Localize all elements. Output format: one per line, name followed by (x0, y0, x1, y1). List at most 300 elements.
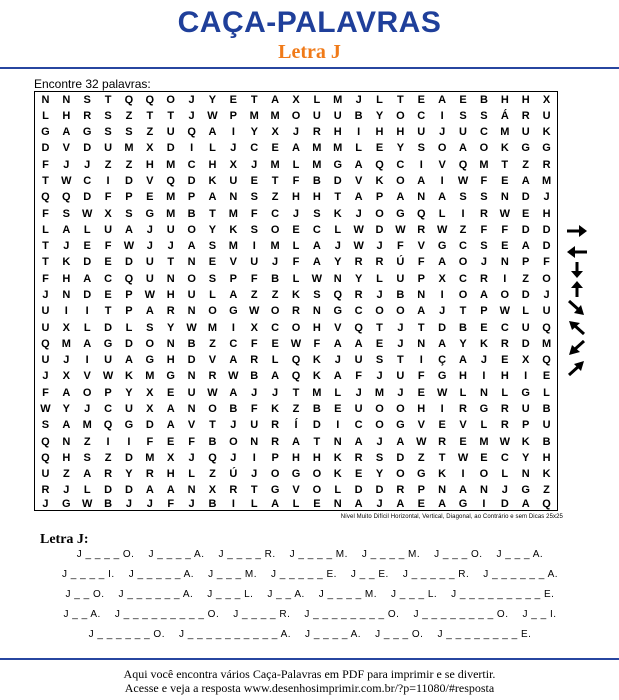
difficulty-note: Nível Muito Difícil Horizontal, Vertical, Diagonal, ao Contrário e sem Dicas 25x25 (340, 514, 563, 520)
grid-cell: E (501, 240, 509, 253)
grid-cell: Ú (396, 256, 405, 269)
grid-cell: M (541, 175, 552, 188)
grid-cell: L (250, 498, 258, 510)
grid-cell: Z (522, 158, 530, 171)
grid-cell: I (64, 305, 68, 318)
grid-cell: D (396, 451, 405, 464)
grid-cell: I (419, 354, 423, 367)
grid-cell: D (187, 354, 196, 367)
grid-cell: J (230, 419, 237, 432)
clue-word: J _ _ _ _ _ A. (128, 569, 195, 580)
grid-cell: N (500, 256, 509, 269)
grid-cell: F (480, 223, 488, 236)
grid-cell: U (104, 223, 113, 236)
grid-cell: G (333, 305, 343, 318)
grid-cell: U (312, 109, 321, 122)
grid-cell: L (522, 305, 530, 318)
grid-cell: U (104, 354, 113, 367)
grid-cell: Z (104, 158, 112, 171)
grid-cell: H (62, 451, 71, 464)
grid-cell: O (166, 93, 175, 106)
grid-cell: C (396, 158, 405, 171)
grid-cell: L (501, 468, 509, 481)
grid-cell: Y (167, 321, 175, 334)
grid-cell: V (417, 240, 425, 253)
grid-cell: K (438, 468, 447, 481)
grid-cell: J (355, 207, 362, 220)
grid-cell: M (333, 93, 343, 106)
grid-cell: I (336, 419, 340, 432)
grid-cell: N (417, 337, 426, 350)
grid-cell: R (500, 337, 509, 350)
grid-cell: N (417, 191, 426, 204)
grid-cell: K (521, 435, 530, 448)
grid-cell: J (146, 223, 153, 236)
grid-cell: U (459, 126, 467, 139)
grid-cell: I (357, 126, 361, 139)
grid-cell: B (354, 109, 363, 122)
grid-cell: F (167, 498, 175, 510)
grid-cell: W (436, 223, 448, 236)
grid-cell: F (42, 386, 49, 399)
grid-cell: R (145, 468, 154, 481)
grid-cell: W (207, 109, 218, 122)
grid-cell: F (355, 370, 362, 383)
grid-cell: E (167, 386, 175, 399)
grid-cell: J (376, 498, 383, 510)
grid-cell: X (62, 321, 70, 334)
grid-cell: J (84, 158, 91, 171)
grid-cell: A (62, 386, 71, 399)
grid-cell: Z (522, 272, 530, 285)
grid-cell: I (106, 435, 110, 448)
grid-cell: W (81, 207, 93, 220)
grid-cell: Í (294, 419, 298, 432)
grid-cell: R (479, 272, 488, 285)
grid-cell: F (417, 370, 425, 383)
grid-cell: F (42, 158, 49, 171)
grid-cell: R (521, 109, 530, 122)
grid-cell: V (438, 158, 446, 171)
grid-cell: J (188, 451, 195, 464)
grid-cell: O (187, 223, 196, 236)
grid-cell: A (292, 142, 300, 155)
grid-cell: U (521, 321, 530, 334)
grid-cell: D (83, 288, 92, 301)
grid-cell: L (292, 240, 300, 253)
grid-cell: D (333, 175, 342, 188)
grid-cell: U (166, 223, 175, 236)
grid-cell: E (167, 435, 175, 448)
clue-word: J _ _ _ _ _ _ _ _ O. (413, 609, 509, 620)
grid-cell: Á (500, 109, 509, 122)
grid-cell: O (312, 484, 322, 497)
grid-cell: D (145, 419, 154, 432)
clue-row (20, 625, 600, 645)
grid-cell: K (333, 451, 342, 464)
clue-word: J _ _ _ _ M. (318, 589, 378, 600)
grid-cell: G (291, 468, 301, 481)
grid-cell: S (417, 142, 425, 155)
grid-cell: R (542, 158, 551, 171)
grid-cell: X (146, 142, 154, 155)
grid-cell: H (62, 272, 71, 285)
grid-cell: I (482, 498, 486, 510)
grid-cell: A (438, 191, 447, 204)
grid-cell: L (292, 158, 300, 171)
grid-cell: A (208, 126, 217, 139)
grid-cell: W (311, 272, 323, 285)
grid-cell: C (83, 175, 92, 188)
grid-cell: P (522, 256, 530, 269)
grid-cell: J (397, 321, 404, 334)
grid-cell: C (250, 142, 259, 155)
grid-cell: J (355, 93, 362, 106)
grid-cell: C (229, 337, 238, 350)
grid-cell: V (208, 354, 217, 367)
clue-row (20, 585, 600, 605)
grid-cell: S (459, 191, 467, 204)
grid-cell: A (187, 240, 196, 253)
grid-cell: L (543, 386, 550, 399)
grid-cell: E (417, 386, 425, 399)
grid-cell: Q (41, 435, 50, 448)
grid-cell: J (292, 126, 300, 139)
grid-cell: Y (396, 142, 405, 155)
grid-cell: M (207, 321, 218, 334)
clue-word: J _ _ _ _ A. (148, 549, 205, 560)
grid-cell: J (251, 468, 258, 481)
grid-cell: M (228, 207, 238, 220)
grid-cell: J (543, 288, 550, 301)
up-right-arrow-icon (566, 360, 588, 376)
clue-word: J _ _ _ _ _ _ A. (118, 589, 194, 600)
grid-cell: D (500, 498, 509, 510)
grid-cell: A (166, 419, 175, 432)
grid-cell: K (124, 370, 133, 383)
grid-cell: H (417, 402, 426, 415)
up-arrow-icon (566, 281, 588, 297)
grid-cell: O (208, 305, 217, 318)
grid-cell: B (208, 435, 217, 448)
grid-cell: K (208, 175, 217, 188)
grid-cell: V (187, 419, 196, 432)
grid-cell: E (271, 337, 279, 350)
clue-row (20, 605, 600, 625)
grid-cell: W (395, 223, 406, 236)
grid-cell: W (353, 223, 364, 236)
grid-cell: N (166, 272, 175, 285)
grid-cell: B (271, 272, 280, 285)
grid-cell: W (102, 370, 114, 383)
clue-word: J _ _ I. (522, 609, 557, 620)
grid-cell: S (83, 93, 91, 106)
grid-cell: R (166, 305, 175, 318)
clue-word: J _ _ _ _ _ _ _ _ O. (304, 609, 400, 620)
grid-cell: V (62, 142, 70, 155)
grid-cell: J (146, 498, 153, 510)
grid-cell: F (313, 337, 321, 350)
grid-cell: M (166, 207, 176, 220)
grid-cell: X (438, 272, 446, 285)
clue-word: J _ _ _ O. (434, 549, 483, 560)
grid-cell: G (437, 240, 447, 253)
grid-cell: B (479, 93, 488, 106)
grid-cell: I (440, 175, 444, 188)
grid-cell: B (542, 402, 551, 415)
grid-cell: L (42, 109, 49, 122)
grid-cell: Z (209, 468, 216, 481)
grid-cell: L (376, 272, 383, 285)
clue-word: J _ _ _ M. (208, 569, 257, 580)
clue-word: J _ _ _ L. (207, 589, 254, 600)
grid-cell: T (42, 256, 49, 269)
grid-cell: P (480, 305, 488, 318)
puzzle-instruction: Encontre 32 palavras: (34, 77, 151, 91)
grid-cell: G (229, 305, 238, 318)
grid-cell: H (312, 321, 321, 334)
grid-cell: U (521, 126, 530, 139)
grid-cell: J (63, 240, 70, 253)
grid-cell: T (167, 109, 175, 122)
grid-cell: H (292, 451, 300, 464)
grid-cell: J (480, 354, 487, 367)
grid-cell: G (333, 158, 343, 171)
grid-cell: I (231, 126, 235, 139)
grid-cell: D (521, 337, 530, 350)
grid-cell: N (479, 386, 488, 399)
grid-cell: Q (145, 93, 155, 106)
grid-cell: D (521, 288, 530, 301)
grid-cell: J (292, 207, 300, 220)
grid-cell: R (312, 126, 321, 139)
grid-cell: M (61, 337, 71, 350)
grid-cell: O (396, 175, 405, 188)
grid-cell: S (480, 191, 488, 204)
grid-cell: X (208, 484, 217, 497)
grid-cell: A (208, 191, 217, 204)
grid-cell: R (417, 223, 426, 236)
grid-cell: V (292, 484, 300, 497)
grid-cell: V (417, 419, 425, 432)
grid-cell: U (542, 419, 551, 432)
grid-cell: A (62, 126, 71, 139)
grid-cell: R (83, 109, 92, 122)
grid-cell: Q (208, 451, 217, 464)
grid-cell: H (312, 451, 321, 464)
grid-cell: W (457, 175, 469, 188)
grid-cell: S (104, 109, 112, 122)
grid-cell: Q (187, 126, 196, 139)
grid-cell: J (334, 354, 341, 367)
grid-cell: V (354, 175, 363, 188)
grid-cell: Z (543, 484, 550, 497)
grid-cell: I (461, 468, 465, 481)
grid-cell: A (396, 498, 405, 510)
grid-cell: U (104, 142, 113, 155)
grid-cell: I (503, 272, 507, 285)
grid-cell: M (124, 142, 134, 155)
clue-word: J _ _ _ _ M. (289, 549, 348, 560)
grid-cell: I (440, 288, 444, 301)
grid-cell: N (438, 484, 447, 497)
grid-cell: O (437, 142, 447, 155)
grid-cell: T (438, 451, 446, 464)
grid-cell: I (106, 175, 110, 188)
grid-cell: H (166, 468, 175, 481)
grid-cell: O (542, 272, 551, 285)
grid-cell: F (146, 435, 154, 448)
grid-cell: P (125, 191, 133, 204)
grid-cell: H (500, 370, 509, 383)
grid-cell: Q (41, 337, 50, 350)
grid-cell: O (396, 468, 405, 481)
grid-cell: U (396, 272, 405, 285)
grid-cell: I (190, 142, 194, 155)
grid-cell: I (252, 240, 256, 253)
grid-cell: J (188, 498, 195, 510)
grid-cell: A (312, 256, 321, 269)
grid-cell: C (354, 419, 363, 432)
grid-cell: N (166, 337, 175, 350)
grid-cell: E (459, 435, 467, 448)
grid-cell: R (438, 435, 447, 448)
grid-cell: G (103, 337, 113, 350)
grid-cell: H (521, 93, 530, 106)
grid-cell: N (187, 484, 196, 497)
grid-cell: E (271, 142, 279, 155)
grid-cell: K (542, 468, 551, 481)
grid-cell: G (416, 468, 426, 481)
grid-cell: L (83, 484, 91, 497)
grid-cell: H (500, 93, 509, 106)
grid-cell: S (146, 321, 154, 334)
grid-cell: D (375, 223, 384, 236)
grid-cell: A (459, 142, 467, 155)
grid-cell: W (144, 288, 156, 301)
grid-cell: S (480, 109, 488, 122)
grid-cell: L (313, 93, 321, 106)
grid-cell: S (208, 240, 217, 253)
grid-cell: A (83, 468, 92, 481)
grid-cell: O (458, 256, 468, 269)
grid-cell: P (271, 451, 279, 464)
grid-cell: M (270, 240, 280, 253)
grid-cell: J (63, 354, 70, 367)
grid-cell: A (521, 498, 530, 510)
clue-word: J _ _ _ _ M. (361, 549, 421, 560)
grid-cell: A (396, 435, 405, 448)
grid-cell: S (104, 126, 112, 139)
grid-cell: A (354, 435, 363, 448)
grid-cell: M (145, 451, 155, 464)
grid-cell: S (125, 207, 133, 220)
grid-cell: Z (250, 288, 258, 301)
grid-cell: Y (334, 256, 342, 269)
grid-cell: G (479, 402, 489, 415)
grid-cell: M (166, 158, 176, 171)
grid-cell: Z (125, 109, 133, 122)
clue-word: J _ _ _ _ _ _ A. (483, 569, 559, 580)
grid-cell: S (250, 191, 258, 204)
grid-cell: Q (291, 354, 301, 367)
grid-cell: X (146, 386, 154, 399)
clues-list (20, 545, 600, 645)
grid-cell: O (375, 207, 384, 220)
grid-cell: M (479, 435, 489, 448)
grid-cell: N (187, 305, 196, 318)
grid-cell: Q (41, 191, 50, 204)
grid-cell: A (166, 402, 175, 415)
grid-cell: A (417, 175, 426, 188)
grid-cell: S (459, 109, 467, 122)
grid-cell: A (145, 484, 154, 497)
grid-cell: F (501, 223, 509, 236)
grid-cell: T (417, 321, 425, 334)
grid-cell: E (104, 288, 112, 301)
grid-cell: H (62, 109, 71, 122)
grid-cell: O (208, 402, 217, 415)
grid-cell: D (104, 484, 113, 497)
grid-cell: D (83, 191, 92, 204)
grid-cell: U (396, 370, 405, 383)
grid-cell: J (188, 93, 195, 106)
grid-cell: Y (125, 468, 133, 481)
grid-cell: C (271, 207, 280, 220)
grid-cell: J (334, 240, 341, 253)
grid-cell: R (354, 451, 363, 464)
clue-word: J _ _ _ _ _ R. (402, 569, 470, 580)
grid-cell: Z (271, 191, 279, 204)
grid-cell: S (41, 419, 50, 432)
clue-word: J _ _ _ _ _ _ _ _ E. (437, 629, 532, 640)
grid-cell: A (62, 419, 71, 432)
grid-cell: K (312, 354, 321, 367)
grid-cell: M (166, 191, 176, 204)
grid-cell: T (459, 305, 467, 318)
grid-cell: K (542, 126, 551, 139)
left-arrow-icon (566, 244, 588, 260)
grid-cell: R (250, 354, 259, 367)
grid-cell: A (438, 93, 447, 106)
grid-cell: D (124, 175, 133, 188)
grid-cell: X (250, 321, 258, 334)
grid-cell: O (396, 402, 405, 415)
grid-cell: Y (375, 109, 384, 122)
footer (0, 667, 619, 695)
grid-cell: J (376, 370, 383, 383)
grid-cell: M (312, 142, 322, 155)
grid-cell: T (209, 419, 216, 432)
grid-cell: J (397, 337, 404, 350)
grid-cell: C (479, 126, 488, 139)
grid-cell: I (440, 402, 444, 415)
grid-cell: D (354, 484, 363, 497)
grid-cell: C (500, 321, 509, 334)
grid-cell: B (250, 370, 259, 383)
grid-cell: D (438, 321, 447, 334)
grid-cell: G (124, 419, 134, 432)
grid-cell: O (291, 321, 301, 334)
grid-cell: W (228, 370, 239, 383)
grid-cell: C (354, 305, 363, 318)
grid-cell: Q (458, 158, 468, 171)
grid-cell: D (542, 223, 551, 236)
grid-cell: C (459, 240, 467, 253)
grid-cell: E (480, 321, 488, 334)
grid-cell: U (41, 468, 50, 481)
grid-cell: E (208, 256, 217, 269)
